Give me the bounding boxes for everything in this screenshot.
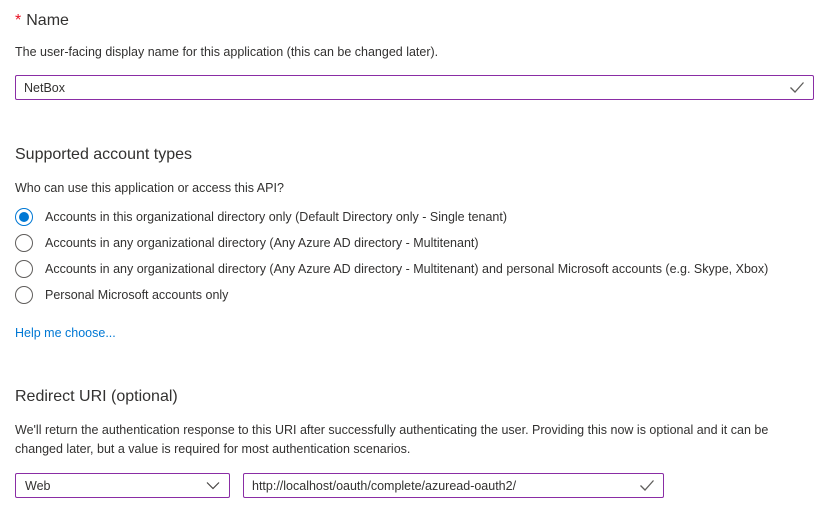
name-description: The user-facing display name for this application (this can be changed later).	[15, 45, 439, 59]
radio-option-label: Accounts in any organizational directory (Any Azure AD directory - Multitenant)	[45, 236, 479, 250]
valid-checkmark-icon	[789, 81, 805, 94]
radio-option-single-tenant[interactable]	[15, 204, 814, 230]
name-section-title	[15, 10, 814, 32]
redirect-uri-description: We'll return the authentication response to this URI after successfully authenticating the user. Providing this now is optional and it can be changed later, but a value is required for most authentication scenarios.	[15, 423, 769, 456]
radio-option-label: Personal Microsoft accounts only	[45, 288, 229, 302]
valid-checkmark-icon	[639, 479, 655, 492]
name-input-container	[15, 75, 814, 100]
help-me-choose-link[interactable]: Help me choose...	[15, 326, 116, 340]
account-types-question: Who can use this application or access this API?	[15, 181, 284, 195]
radio-button[interactable]	[15, 286, 33, 304]
redirect-uri-row	[15, 473, 814, 498]
platform-select-value: Web	[25, 478, 51, 493]
platform-select[interactable]	[15, 473, 230, 498]
radio-option-multitenant-personal[interactable]	[15, 256, 814, 282]
redirect-uri-title: Redirect URI (optional)	[15, 388, 178, 405]
radio-option-multitenant[interactable]	[15, 230, 814, 256]
radio-option-personal-only[interactable]	[15, 282, 814, 308]
chevron-down-icon	[206, 481, 220, 490]
radio-option-label: Accounts in any organizational directory (Any Azure AD directory - Multitenant) and personal Microsoft accounts (e.g. Skype, Xbox)	[45, 262, 769, 276]
name-title-text: Name	[26, 12, 69, 29]
redirect-uri-input[interactable]	[252, 479, 633, 493]
radio-button[interactable]	[15, 234, 33, 252]
redirect-uri-input-container	[243, 473, 664, 498]
radio-button[interactable]	[15, 260, 33, 278]
name-input[interactable]	[24, 81, 783, 95]
radio-button[interactable]	[15, 208, 33, 226]
required-asterisk: *	[15, 12, 22, 29]
account-types-radio-group	[15, 204, 814, 308]
supported-account-types-title: Supported account types	[15, 146, 193, 163]
radio-option-label: Accounts in this organizational directory only (Default Directory only - Single tenant)	[45, 210, 508, 224]
